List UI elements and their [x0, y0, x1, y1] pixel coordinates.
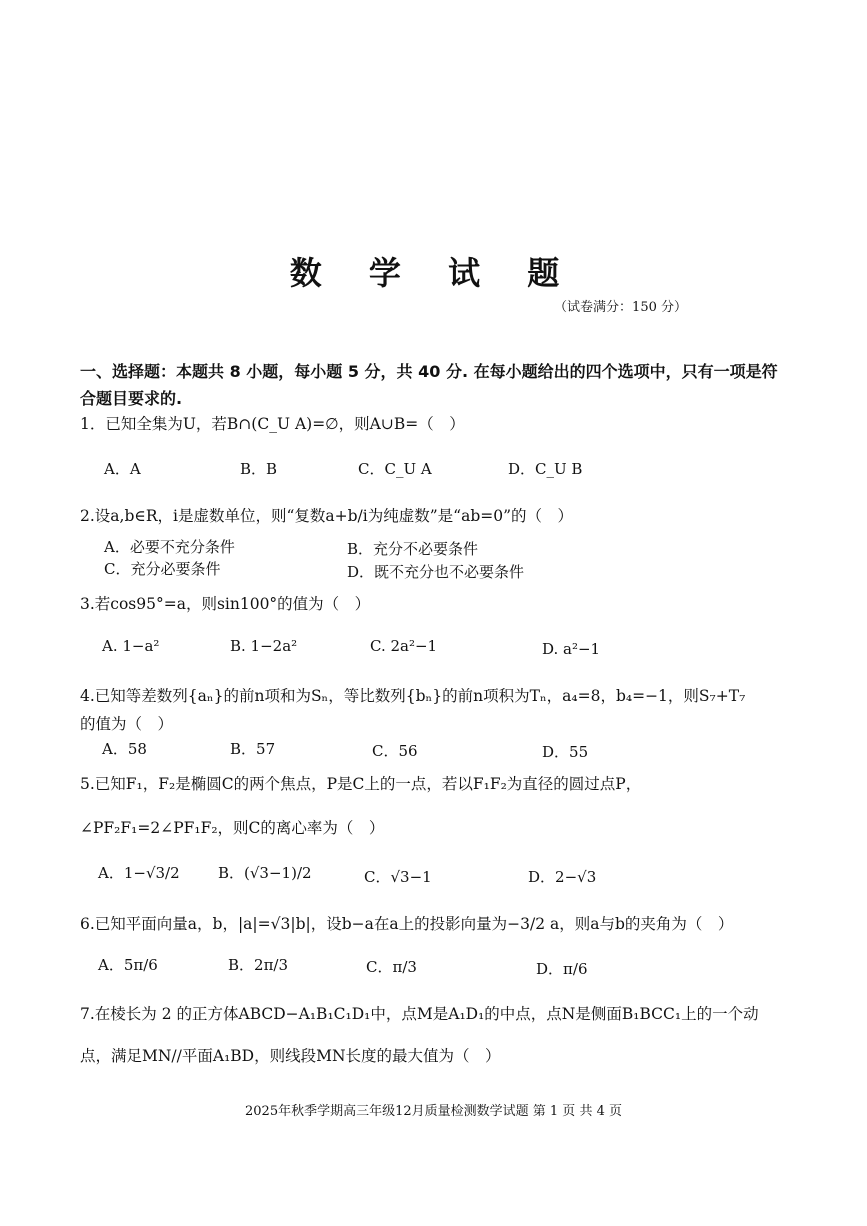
question-2-option-a: A．必要不充分条件: [104, 538, 235, 556]
question-6-stem: 6.已知平面向量a，b，|a|=√3|b|，设b−a在a上的投影向量为−3/2 a，则a与b的夹角为（ ）: [80, 915, 734, 933]
question-7-stem-line1: 7.在棱长为 2 的正方体ABCD−A₁B₁C₁D₁中，点M是A₁D₁的中点，点N是侧面B₁BCC₁上的一个动: [80, 1005, 759, 1023]
question-5-option-c: C．√3−1: [364, 868, 432, 886]
question-3-stem: 3.若cos95°=a，则sin100°的值为（ ）: [80, 595, 371, 613]
question-3-option-c: C. 2a²−1: [370, 637, 438, 655]
question-6-option-b: B．2π/3: [228, 956, 289, 974]
question-5-option-a: A．1−√3/2: [98, 864, 180, 882]
question-4-stem-line2: 的值为（ ）: [80, 715, 174, 733]
question-2-stem: 2.设a,b∈R，i是虚数单位，则“复数a+b/i为纯虚数”是“ab=0”的（ ）: [80, 507, 574, 525]
question-7-stem-line2: 点，满足MN//平面A₁BD，则线段MN长度的最大值为（ ）: [80, 1047, 501, 1065]
question-3-option-b: B. 1−2a²: [230, 637, 298, 655]
question-5-option-b: B．(√3−1)/2: [218, 864, 312, 882]
question-6-option-a: A．5π/6: [98, 956, 158, 974]
section-heading: 一、选择题：本题共 8 小题，每小题 5 分，共 40 分. 在每小题给出的四个选项中，只有一项是符合题目要求的.: [80, 362, 778, 408]
page-title: 数 学 试 题: [289, 254, 578, 292]
question-4-option-b: B．57: [230, 740, 276, 758]
question-4-stem-line1: 4.已知等差数列{aₙ}的前n项和为Sₙ，等比数列{bₙ}的前n项积为Tₙ，a₄=8，b₄=−1，则S₇+T₇: [80, 687, 746, 705]
question-1-option-b: B．B: [240, 460, 278, 478]
question-2-option-b: B．充分不必要条件: [347, 540, 479, 558]
question-4-option-a: A．58: [102, 740, 147, 758]
question-5-option-d: D．2−√3: [528, 868, 597, 886]
question-1-option-d: D．C_U B: [508, 460, 583, 478]
question-3-option-a: A. 1−a²: [102, 637, 160, 655]
question-3-option-d: D. a²−1: [542, 640, 601, 658]
question-1-option-c: C．C_U A: [358, 460, 432, 478]
question-1-stem: 1．已知全集为U，若B∩(C_U A)=∅，则A∪B=（ ）: [80, 415, 465, 433]
page-footer: 2025年秋季学期高三年级12月质量检测数学试题 第 1 页 共 4 页: [245, 1104, 622, 1119]
question-4-option-d: D．55: [542, 743, 589, 761]
question-5-stem-line1: 5.已知F₁，F₂是椭圆C的两个焦点，P是C上的一点，若以F₁F₂为直径的圆过点P，: [80, 775, 642, 793]
question-2-option-d: D．既不充分也不必要条件: [347, 563, 525, 581]
score-note: （试卷满分：150 分）: [554, 300, 687, 315]
question-2-option-c: C．充分必要条件: [104, 560, 221, 578]
question-6-option-c: C．π/3: [366, 958, 417, 976]
question-6-option-d: D．π/6: [536, 960, 588, 978]
question-5-stem-line2: ∠PF₂F₁=2∠PF₁F₂，则C的离心率为（ ）: [80, 819, 385, 837]
question-1-option-a: A．A: [104, 460, 141, 478]
question-4-option-c: C．56: [372, 742, 418, 760]
